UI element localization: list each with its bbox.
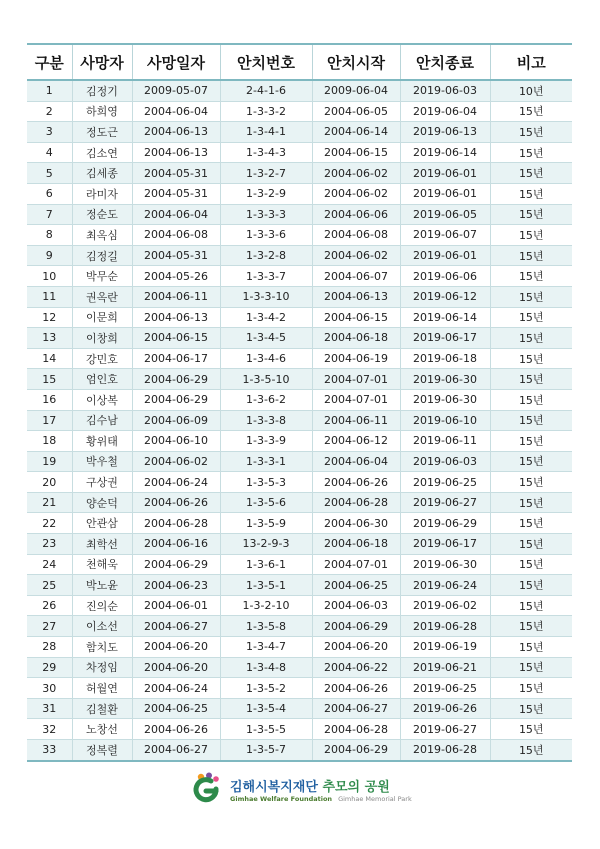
row-number: 26 [27, 595, 72, 616]
niche-number: 1-3-3-3 [220, 204, 312, 225]
death-date: 2004-06-02 [132, 451, 220, 472]
col-header-end-date: 안치종료 [400, 44, 490, 80]
remarks: 15년 [490, 163, 572, 184]
niche-number: 1-3-5-6 [220, 492, 312, 513]
death-date: 2004-06-15 [132, 328, 220, 349]
enshrine-start: 2004-06-06 [312, 204, 400, 225]
death-date: 2004-06-29 [132, 554, 220, 575]
enshrine-start: 2004-06-02 [312, 163, 400, 184]
remarks: 15년 [490, 307, 572, 328]
row-number: 13 [27, 328, 72, 349]
row-number: 6 [27, 183, 72, 204]
enshrine-end: 2019-06-10 [400, 410, 490, 431]
death-date: 2004-06-20 [132, 657, 220, 678]
enshrine-end: 2019-06-19 [400, 637, 490, 658]
niche-number: 1-3-5-5 [220, 719, 312, 740]
deceased-name: 김수남 [72, 410, 132, 431]
enshrine-start: 2004-07-01 [312, 554, 400, 575]
row-number: 33 [27, 740, 72, 761]
death-date: 2004-06-13 [132, 142, 220, 163]
remarks: 15년 [490, 678, 572, 699]
org-name-ko: 김해시복지재단 [230, 780, 318, 795]
niche-number: 1-3-2-10 [220, 595, 312, 616]
death-date: 2004-06-13 [132, 307, 220, 328]
niche-number: 1-3-2-9 [220, 183, 312, 204]
remarks: 15년 [490, 657, 572, 678]
enshrine-end: 2019-06-06 [400, 266, 490, 287]
row-number: 15 [27, 369, 72, 390]
row-number: 31 [27, 698, 72, 719]
row-number: 28 [27, 637, 72, 658]
deceased-name: 정복렬 [72, 740, 132, 761]
enshrine-start: 2004-06-29 [312, 616, 400, 637]
remarks: 15년 [490, 225, 572, 246]
niche-number: 1-3-4-5 [220, 328, 312, 349]
table-row [27, 204, 572, 225]
death-date: 2009-05-07 [132, 80, 220, 101]
row-number: 20 [27, 472, 72, 493]
enshrine-start: 2004-06-15 [312, 307, 400, 328]
niche-number: 1-3-5-4 [220, 698, 312, 719]
enshrine-start: 2004-06-18 [312, 534, 400, 555]
table-row [27, 266, 572, 287]
table-row [27, 657, 572, 678]
col-header-death-date: 사망일자 [132, 44, 220, 80]
table-row [27, 595, 572, 616]
table-row [27, 472, 572, 493]
enshrine-end: 2019-06-30 [400, 369, 490, 390]
enshrine-end: 2019-06-29 [400, 513, 490, 534]
deceased-name: 박노윤 [72, 575, 132, 596]
table-row [27, 575, 572, 596]
enshrine-start: 2004-06-07 [312, 266, 400, 287]
table-row [27, 637, 572, 658]
niche-number: 1-3-3-9 [220, 431, 312, 452]
enshrine-end: 2019-06-26 [400, 698, 490, 719]
col-header-remarks: 비고 [490, 44, 572, 80]
deceased-name: 이창희 [72, 328, 132, 349]
enshrine-start: 2004-06-02 [312, 245, 400, 266]
enshrine-end: 2019-06-17 [400, 534, 490, 555]
remarks: 15년 [490, 245, 572, 266]
enshrine-start: 2004-06-18 [312, 328, 400, 349]
remarks: 15년 [490, 142, 572, 163]
death-date: 2004-06-24 [132, 678, 220, 699]
table-row [27, 183, 572, 204]
remarks: 15년 [490, 122, 572, 143]
niche-number: 1-3-4-8 [220, 657, 312, 678]
deceased-name: 이소선 [72, 616, 132, 637]
death-date: 2004-05-31 [132, 163, 220, 184]
niche-number: 1-3-4-2 [220, 307, 312, 328]
table-row [27, 616, 572, 637]
row-number: 29 [27, 657, 72, 678]
deceased-name: 양순덕 [72, 492, 132, 513]
enshrine-end: 2019-06-27 [400, 492, 490, 513]
table-row [27, 142, 572, 163]
remarks: 10년 [490, 80, 572, 101]
death-date: 2004-05-31 [132, 245, 220, 266]
row-number: 21 [27, 492, 72, 513]
remarks: 15년 [490, 389, 572, 410]
row-number: 8 [27, 225, 72, 246]
enshrine-start: 2004-06-19 [312, 348, 400, 369]
enshrine-end: 2019-06-17 [400, 328, 490, 349]
enshrinement-table [27, 43, 572, 762]
enshrine-end: 2019-06-30 [400, 389, 490, 410]
death-date: 2004-06-29 [132, 389, 220, 410]
table-row [27, 101, 572, 122]
table-row [27, 740, 572, 761]
deceased-name: 정순도 [72, 204, 132, 225]
death-date: 2004-06-26 [132, 719, 220, 740]
enshrine-start: 2004-06-11 [312, 410, 400, 431]
enshrine-start: 2004-07-01 [312, 389, 400, 410]
table-row [27, 554, 572, 575]
row-number: 24 [27, 554, 72, 575]
deceased-name: 이상복 [72, 389, 132, 410]
remarks: 15년 [490, 740, 572, 761]
death-date: 2004-06-29 [132, 369, 220, 390]
col-header-niche-number: 안치번호 [220, 44, 312, 80]
death-date: 2004-06-26 [132, 492, 220, 513]
enshrine-end: 2019-06-05 [400, 204, 490, 225]
death-date: 2004-06-25 [132, 698, 220, 719]
niche-number: 1-3-5-10 [220, 369, 312, 390]
niche-number: 1-3-4-1 [220, 122, 312, 143]
death-date: 2004-06-10 [132, 431, 220, 452]
row-number: 32 [27, 719, 72, 740]
deceased-name: 황위태 [72, 431, 132, 452]
table-row [27, 389, 572, 410]
enshrine-end: 2019-06-18 [400, 348, 490, 369]
enshrine-start: 2004-06-13 [312, 286, 400, 307]
enshrine-start: 2004-06-25 [312, 575, 400, 596]
niche-number: 1-3-5-2 [220, 678, 312, 699]
deceased-name: 박무순 [72, 266, 132, 287]
table-row [27, 225, 572, 246]
org-name-en: Gimhae Welfare Foundation [230, 795, 333, 803]
deceased-name: 안관삼 [72, 513, 132, 534]
row-number: 12 [27, 307, 72, 328]
remarks: 15년 [490, 616, 572, 637]
niche-number: 1-3-3-10 [220, 286, 312, 307]
row-number: 5 [27, 163, 72, 184]
niche-number: 1-3-3-8 [220, 410, 312, 431]
table-row [27, 492, 572, 513]
deceased-name: 김정길 [72, 245, 132, 266]
deceased-name: 허월연 [72, 678, 132, 699]
deceased-name: 김세종 [72, 163, 132, 184]
niche-number: 1-3-4-7 [220, 637, 312, 658]
death-date: 2004-06-04 [132, 101, 220, 122]
enshrine-start: 2004-06-20 [312, 637, 400, 658]
enshrine-start: 2004-06-27 [312, 698, 400, 719]
enshrine-start: 2004-06-30 [312, 513, 400, 534]
table-row [27, 245, 572, 266]
table-row [27, 369, 572, 390]
death-date: 2004-05-26 [132, 266, 220, 287]
table-row [27, 122, 572, 143]
deceased-name: 차정임 [72, 657, 132, 678]
organization-name-korean [230, 776, 390, 795]
table-row [27, 431, 572, 452]
enshrine-start: 2004-06-29 [312, 740, 400, 761]
niche-number: 2-4-1-6 [220, 80, 312, 101]
remarks: 15년 [490, 595, 572, 616]
enshrine-start: 2004-06-28 [312, 719, 400, 740]
niche-number: 13-2-9-3 [220, 534, 312, 555]
niche-number: 1-3-5-9 [220, 513, 312, 534]
enshrine-end: 2019-06-27 [400, 719, 490, 740]
table-row [27, 513, 572, 534]
enshrine-end: 2019-06-04 [400, 101, 490, 122]
remarks: 15년 [490, 554, 572, 575]
enshrine-end: 2019-06-12 [400, 286, 490, 307]
table-body [27, 80, 572, 761]
enshrine-start: 2004-06-04 [312, 451, 400, 472]
deceased-name: 김정기 [72, 80, 132, 101]
enshrine-start: 2004-07-01 [312, 369, 400, 390]
remarks: 15년 [490, 575, 572, 596]
enshrine-end: 2019-06-11 [400, 431, 490, 452]
remarks: 15년 [490, 492, 572, 513]
row-number: 19 [27, 451, 72, 472]
remarks: 15년 [490, 534, 572, 555]
table-row [27, 348, 572, 369]
enshrine-start: 2004-06-22 [312, 657, 400, 678]
enshrine-end: 2019-06-01 [400, 183, 490, 204]
deceased-name: 이문희 [72, 307, 132, 328]
niche-number: 1-3-2-7 [220, 163, 312, 184]
enshrine-start: 2004-06-26 [312, 678, 400, 699]
remarks: 15년 [490, 637, 572, 658]
remarks: 15년 [490, 472, 572, 493]
col-header-category: 구분 [27, 44, 72, 80]
remarks: 15년 [490, 348, 572, 369]
remarks: 15년 [490, 431, 572, 452]
table-row [27, 678, 572, 699]
niche-number: 1-3-5-1 [220, 575, 312, 596]
enshrine-end: 2019-06-02 [400, 595, 490, 616]
niche-number: 1-3-6-1 [220, 554, 312, 575]
niche-number: 1-3-4-6 [220, 348, 312, 369]
park-name-ko: 추모의 공원 [322, 780, 390, 795]
row-number: 11 [27, 286, 72, 307]
table-row [27, 307, 572, 328]
enshrine-start: 2004-06-02 [312, 183, 400, 204]
niche-number: 1-3-3-2 [220, 101, 312, 122]
table-row [27, 698, 572, 719]
niche-number: 1-3-5-8 [220, 616, 312, 637]
enshrine-end: 2019-06-24 [400, 575, 490, 596]
niche-number: 1-3-6-2 [220, 389, 312, 410]
death-date: 2004-06-13 [132, 122, 220, 143]
row-number: 23 [27, 534, 72, 555]
deceased-name: 최옥심 [72, 225, 132, 246]
remarks: 15년 [490, 451, 572, 472]
enshrine-end: 2019-06-07 [400, 225, 490, 246]
row-number: 22 [27, 513, 72, 534]
enshrine-end: 2019-06-30 [400, 554, 490, 575]
remarks: 15년 [490, 719, 572, 740]
row-number: 1 [27, 80, 72, 101]
table-row [27, 80, 572, 101]
enshrine-start: 2009-06-04 [312, 80, 400, 101]
deceased-name: 최학선 [72, 534, 132, 555]
death-date: 2004-06-23 [132, 575, 220, 596]
deceased-name: 라미자 [72, 183, 132, 204]
row-number: 25 [27, 575, 72, 596]
enshrine-end: 2019-06-14 [400, 142, 490, 163]
enshrine-end: 2019-06-03 [400, 451, 490, 472]
col-header-start-date: 안치시작 [312, 44, 400, 80]
col-header-deceased: 사망자 [72, 44, 132, 80]
deceased-name: 강민호 [72, 348, 132, 369]
deceased-name: 노창선 [72, 719, 132, 740]
row-number: 2 [27, 101, 72, 122]
remarks: 15년 [490, 183, 572, 204]
row-number: 4 [27, 142, 72, 163]
death-date: 2004-06-24 [132, 472, 220, 493]
deceased-name: 김소연 [72, 142, 132, 163]
death-date: 2004-06-28 [132, 513, 220, 534]
row-number: 16 [27, 389, 72, 410]
death-date: 2004-06-11 [132, 286, 220, 307]
row-number: 10 [27, 266, 72, 287]
enshrine-start: 2004-06-12 [312, 431, 400, 452]
remarks: 15년 [490, 101, 572, 122]
row-number: 27 [27, 616, 72, 637]
death-date: 2004-06-04 [132, 204, 220, 225]
deceased-name: 엄인호 [72, 369, 132, 390]
table-row [27, 163, 572, 184]
deceased-name: 정도근 [72, 122, 132, 143]
remarks: 15년 [490, 513, 572, 534]
deceased-name: 함치도 [72, 637, 132, 658]
deceased-name: 구상권 [72, 472, 132, 493]
enshrine-end: 2019-06-13 [400, 122, 490, 143]
enshrine-end: 2019-06-03 [400, 80, 490, 101]
park-name-en: Gimhae Memorial Park [338, 795, 412, 803]
footer-logo-block [192, 772, 422, 812]
table-row [27, 719, 572, 740]
death-date: 2004-06-09 [132, 410, 220, 431]
enshrine-start: 2004-06-05 [312, 101, 400, 122]
row-number: 3 [27, 122, 72, 143]
remarks: 15년 [490, 328, 572, 349]
deceased-name: 천해욱 [72, 554, 132, 575]
death-date: 2004-06-08 [132, 225, 220, 246]
death-date: 2004-05-31 [132, 183, 220, 204]
enshrine-end: 2019-06-25 [400, 472, 490, 493]
niche-number: 1-3-3-6 [220, 225, 312, 246]
organization-name-english [230, 795, 412, 803]
remarks: 15년 [490, 698, 572, 719]
remarks: 15년 [490, 204, 572, 225]
remarks: 15년 [490, 266, 572, 287]
table-row [27, 451, 572, 472]
enshrine-end: 2019-06-25 [400, 678, 490, 699]
death-date: 2004-06-20 [132, 637, 220, 658]
deceased-name: 박우철 [72, 451, 132, 472]
niche-number: 1-3-3-1 [220, 451, 312, 472]
remarks: 15년 [490, 369, 572, 390]
death-date: 2004-06-17 [132, 348, 220, 369]
row-number: 18 [27, 431, 72, 452]
deceased-name: 하희영 [72, 101, 132, 122]
row-number: 14 [27, 348, 72, 369]
enshrine-end: 2019-06-14 [400, 307, 490, 328]
table-row [27, 328, 572, 349]
enshrine-start: 2004-06-15 [312, 142, 400, 163]
niche-number: 1-3-3-7 [220, 266, 312, 287]
enshrine-end: 2019-06-28 [400, 616, 490, 637]
niche-number: 1-3-5-3 [220, 472, 312, 493]
death-date: 2004-06-01 [132, 595, 220, 616]
row-number: 30 [27, 678, 72, 699]
table-row [27, 534, 572, 555]
deceased-name: 권옥란 [72, 286, 132, 307]
row-number: 17 [27, 410, 72, 431]
table-header-row [27, 44, 572, 80]
remarks: 15년 [490, 286, 572, 307]
row-number: 9 [27, 245, 72, 266]
death-date: 2004-06-27 [132, 616, 220, 637]
enshrine-end: 2019-06-21 [400, 657, 490, 678]
deceased-name: 김철환 [72, 698, 132, 719]
table-row [27, 286, 572, 307]
enshrine-start: 2004-06-28 [312, 492, 400, 513]
enshrine-start: 2004-06-08 [312, 225, 400, 246]
niche-number: 1-3-2-8 [220, 245, 312, 266]
enshrine-start: 2004-06-14 [312, 122, 400, 143]
death-date: 2004-06-27 [132, 740, 220, 761]
enshrine-end: 2019-06-01 [400, 163, 490, 184]
deceased-name: 진의순 [72, 595, 132, 616]
enshrine-start: 2004-06-03 [312, 595, 400, 616]
row-number: 7 [27, 204, 72, 225]
remarks: 15년 [490, 410, 572, 431]
niche-number: 1-3-4-3 [220, 142, 312, 163]
enshrine-start: 2004-06-26 [312, 472, 400, 493]
gimhae-foundation-logo-icon [192, 772, 222, 806]
niche-number: 1-3-5-7 [220, 740, 312, 761]
enshrine-end: 2019-06-01 [400, 245, 490, 266]
death-date: 2004-06-16 [132, 534, 220, 555]
enshrine-end: 2019-06-28 [400, 740, 490, 761]
table-row [27, 410, 572, 431]
